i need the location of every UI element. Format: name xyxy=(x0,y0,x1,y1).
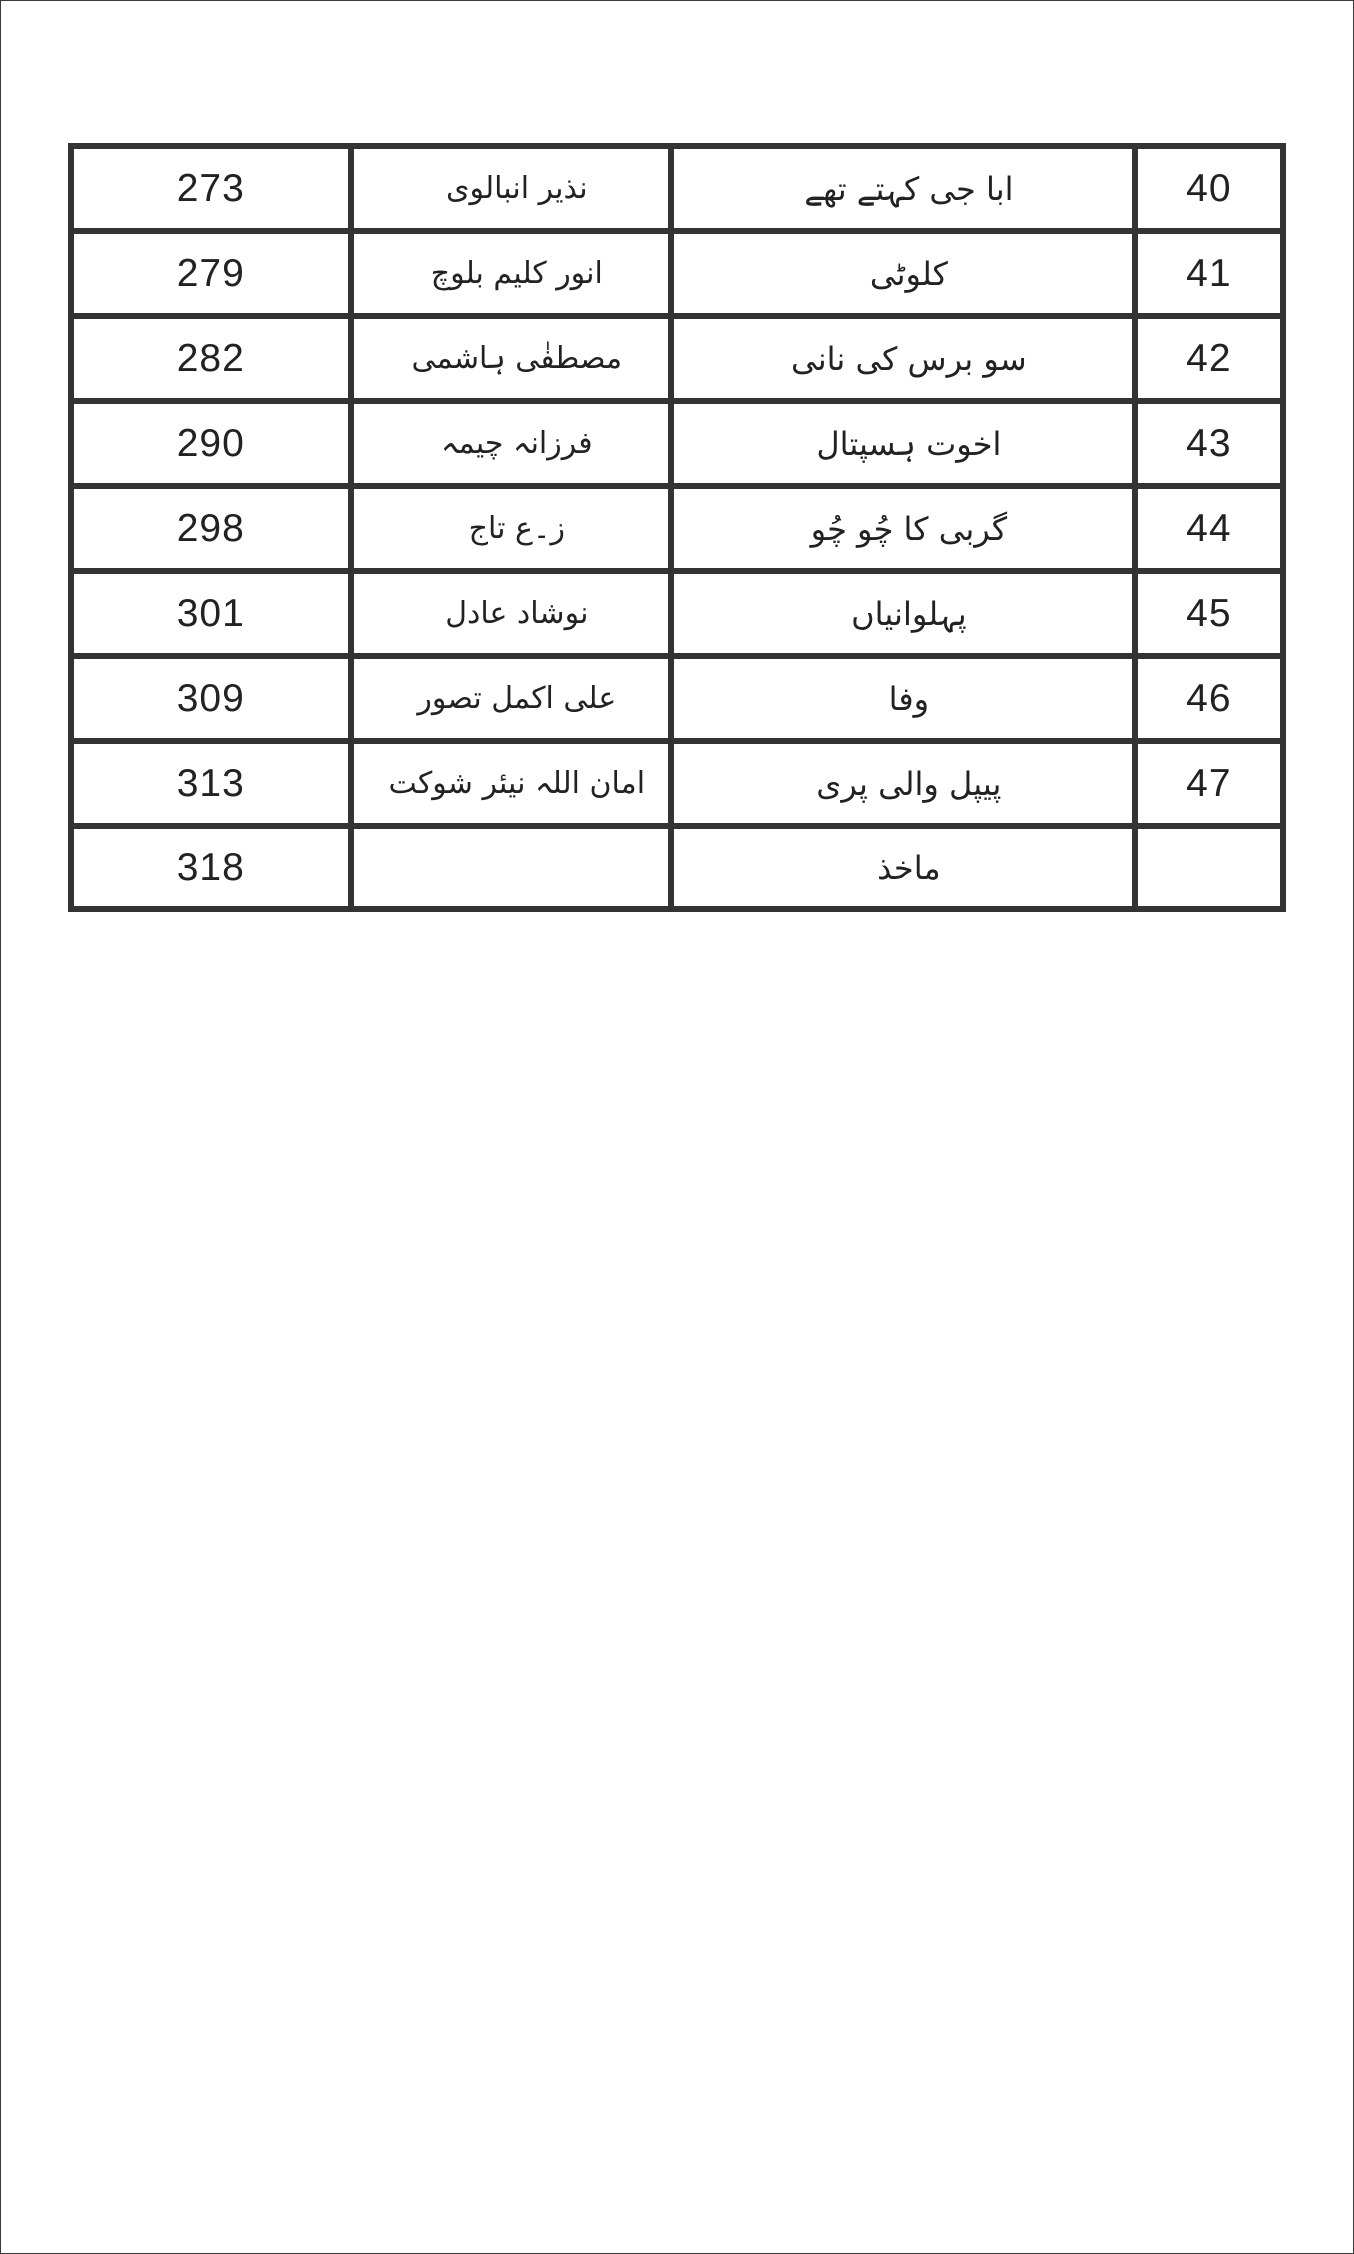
author-cell: مصطفٰی ہاشمی xyxy=(354,319,675,404)
story-title-cell: وفا xyxy=(674,659,1138,744)
serial-number-cell: 45 xyxy=(1138,574,1286,659)
table-row xyxy=(74,574,1286,659)
page-number-cell: 290 xyxy=(74,404,354,489)
story-title-cell: ابا جی کہتے تھے xyxy=(674,149,1138,234)
story-title-cell: سو برس کی نانی xyxy=(674,319,1138,404)
page-number-cell: 309 xyxy=(74,659,354,744)
serial-number-cell: 43 xyxy=(1138,404,1286,489)
table-row xyxy=(74,319,1286,404)
page-number-cell: 313 xyxy=(74,744,354,829)
serial-number-cell: 46 xyxy=(1138,659,1286,744)
serial-number-cell xyxy=(1138,829,1286,912)
serial-number-cell: 42 xyxy=(1138,319,1286,404)
page-number-cell: 279 xyxy=(74,234,354,319)
story-title-cell: پیپل والی پری xyxy=(674,744,1138,829)
table-row xyxy=(74,404,1286,489)
page-number-cell: 318 xyxy=(74,829,354,912)
author-cell: انور کلیم بلوچ xyxy=(354,234,675,319)
serial-number-cell: 41 xyxy=(1138,234,1286,319)
serial-number-cell: 40 xyxy=(1138,149,1286,234)
table-row xyxy=(74,234,1286,319)
page-number-cell: 301 xyxy=(74,574,354,659)
author-cell: نوشاد عادل xyxy=(354,574,675,659)
story-title-cell: اخوت ہسپتال xyxy=(674,404,1138,489)
author-cell: فرزانہ چیمہ xyxy=(354,404,675,489)
page-number-cell: 282 xyxy=(74,319,354,404)
story-title-cell: کلوٹی xyxy=(674,234,1138,319)
story-title-cell: گربی کا چُو چُو xyxy=(674,489,1138,574)
author-cell: علی اکمل تصور xyxy=(354,659,675,744)
page-number-cell: 298 xyxy=(74,489,354,574)
author-cell: نذیر انبالوی xyxy=(354,149,675,234)
story-title-cell: پہلوانیاں xyxy=(674,574,1138,659)
serial-number-cell: 44 xyxy=(1138,489,1286,574)
table-row xyxy=(74,659,1286,744)
author-cell: امان اللہ نیئر شوکت xyxy=(354,744,675,829)
page-number-cell: 273 xyxy=(74,149,354,234)
table-row xyxy=(74,829,1286,912)
contents-table xyxy=(68,143,1286,912)
story-title-cell: ماخذ xyxy=(674,829,1138,912)
table-row xyxy=(74,489,1286,574)
table-row xyxy=(74,744,1286,829)
table-row xyxy=(74,149,1286,234)
serial-number-cell: 47 xyxy=(1138,744,1286,829)
author-cell: ز۔ع تاج xyxy=(354,489,675,574)
author-cell xyxy=(354,829,675,912)
